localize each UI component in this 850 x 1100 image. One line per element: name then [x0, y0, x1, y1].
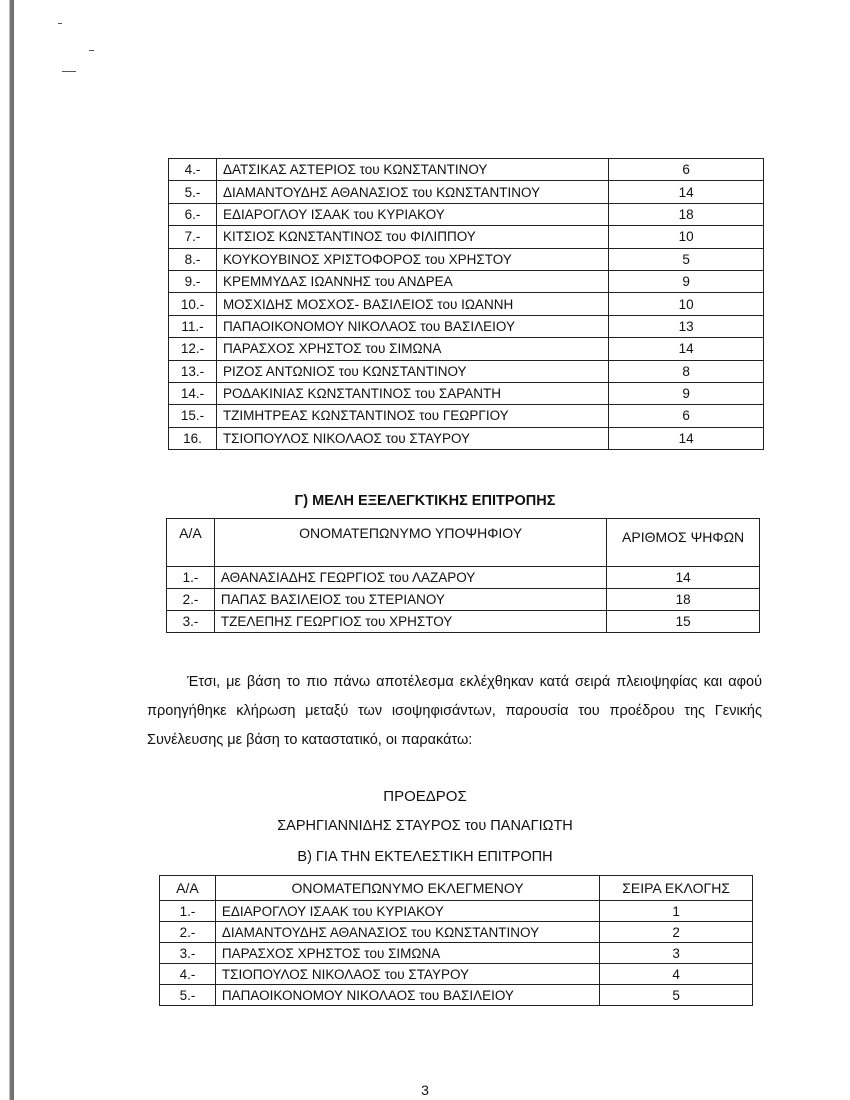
- candidate-name: ΔΙΑΜΑΝΤΟΥΔΗΣ ΑΘΑΝΑΣΙΟΣ του ΚΩΝΣΤΑΝΤΙΝΟΥ: [216, 181, 608, 203]
- table-row: [167, 567, 760, 589]
- row-number: 5.-: [169, 181, 217, 203]
- candidate-name: ΤΖΕΛΕΠΗΣ ΓΕΩΡΓΙΟΣ του ΧΡΗΣΤΟΥ: [214, 611, 606, 633]
- vote-count: 10: [609, 226, 764, 248]
- table-row: [167, 589, 760, 611]
- candidate-name: ΡΙΖΟΣ ΑΝΤΩΝΙΟΣ του ΚΩΝΣΤΑΝΤΙΝΟΥ: [216, 360, 608, 382]
- candidate-name: ΑΘΑΝΑΣΙΑΔΗΣ ΓΕΩΡΓΙΟΣ του ΛΑΖΑΡΟΥ: [214, 567, 606, 589]
- table-row: [169, 270, 764, 292]
- vote-count: 14: [609, 181, 764, 203]
- table-row: [169, 203, 764, 225]
- candidate-name: ΠΑΡΑΣΧΟΣ ΧΡΗΣΤΟΣ του ΣΙΜΩΝΑ: [216, 338, 608, 360]
- candidate-name: ΚΡΕΜΜΥΔΑΣ ΙΩΑΝΝΗΣ του ΑΝΔΡΕΑ: [216, 270, 608, 292]
- candidate-name: ΤΣΙΟΠΟΥΛΟΣ ΝΙΚΟΛΑΟΣ του ΣΤΑΥΡΟΥ: [216, 427, 608, 449]
- vote-count: 14: [609, 427, 764, 449]
- row-number: 3.-: [160, 943, 216, 964]
- vote-count: 8: [609, 360, 764, 382]
- control-committee-heading: Γ) ΜΕΛΗ ΕΞΕΛΕΓΚΤΙΚΗΣ ΕΠΙΤΡΟΠΗΣ: [294, 493, 556, 509]
- vote-count: 14: [609, 338, 764, 360]
- row-number: 1.-: [167, 567, 215, 589]
- election-order: 4: [600, 964, 753, 985]
- column-header-order: ΣΕΙΡΑ ΕΚΛΟΓΗΣ: [600, 876, 753, 901]
- table-row: [160, 964, 753, 985]
- row-number: 5.-: [160, 985, 216, 1006]
- table-row: [160, 922, 753, 943]
- member-name: ΤΣΙΟΠΟΥΛΟΣ ΝΙΚΟΛΑΟΣ του ΣΤΑΥΡΟΥ: [215, 964, 599, 985]
- row-number: 9.-: [169, 270, 217, 292]
- vote-count: 15: [607, 611, 760, 633]
- election-paragraph: [147, 668, 762, 755]
- president-name: ΣΑΡΗΓΙΑΝΝΙΔΗΣ ΣΤΑΥΡΟΣ του ΠΑΝΑΓΙΩΤΗ: [277, 818, 573, 834]
- control-committee-table: [166, 518, 760, 633]
- candidate-name: ΤΖΙΜΗΤΡΕΑΣ ΚΩΝΣΤΑΝΤΙΝΟΣ του ΓΕΩΡΓΙΟΥ: [216, 405, 608, 427]
- row-number: 16.: [169, 427, 217, 449]
- member-name: ΠΑΡΑΣΧΟΣ ΧΡΗΣΤΟΣ του ΣΙΜΩΝΑ: [215, 943, 599, 964]
- member-name: ΠΑΠΑΟΙΚΟΝΟΜΟΥ ΝΙΚΟΛΑΟΣ του ΒΑΣΙΛΕΙΟΥ: [215, 985, 599, 1006]
- row-number: 2.-: [167, 589, 215, 611]
- vote-count: 18: [607, 589, 760, 611]
- table-row: [169, 248, 764, 270]
- table-row: [160, 985, 753, 1006]
- vote-count: 18: [609, 203, 764, 225]
- scan-speck: [58, 23, 62, 24]
- scan-speck: [62, 71, 76, 72]
- column-header-number: Α/Α: [160, 876, 216, 901]
- row-number: 1.-: [160, 901, 216, 922]
- vote-count: 6: [609, 405, 764, 427]
- executive-committee-heading: Β) ΓΙΑ ΤΗΝ ΕΚΤΕΛΕΣΤΙΚΗ ΕΠΙΤΡΟΠΗ: [297, 849, 553, 865]
- vote-count: 9: [609, 382, 764, 404]
- candidate-name: ΡΟΔΑΚΙΝΙΑΣ ΚΩΝΣΤΑΝΤΙΝΟΣ του ΣΑΡΑΝΤΗ: [216, 382, 608, 404]
- row-number: 7.-: [169, 226, 217, 248]
- candidate-name: ΠΑΠΑΟΙΚΟΝΟΜΟΥ ΝΙΚΟΛΑΟΣ του ΒΑΣΙΛΕΙΟΥ: [216, 315, 608, 337]
- table-row: [169, 382, 764, 404]
- president-heading: ΠΡΟΕΔΡΟΣ: [383, 788, 467, 805]
- row-number: 2.-: [160, 922, 216, 943]
- vote-count: 5: [609, 248, 764, 270]
- table-row: [169, 181, 764, 203]
- scan-edge: [0, 0, 14, 1100]
- candidate-name: ΕΔΙΑΡΟΓΛΟΥ ΙΣΑΑΚ του ΚΥΡΙΑΚΟΥ: [216, 203, 608, 225]
- row-number: 3.-: [167, 611, 215, 633]
- election-order: 5: [600, 985, 753, 1006]
- election-order: 2: [600, 922, 753, 943]
- row-number: 8.-: [169, 248, 217, 270]
- row-number: 6.-: [169, 203, 217, 225]
- column-header-number: Α/Α: [167, 519, 215, 567]
- column-header-name: ΟΝΟΜΑΤΕΠΩΝΥΜΟ ΕΚΛΕΓΜΕΝΟΥ: [215, 876, 599, 901]
- table-row: [169, 360, 764, 382]
- candidate-name: ΔΑΤΣΙΚΑΣ ΑΣΤΕΡΙΟΣ του ΚΩΝΣΤΑΝΤΙΝΟΥ: [216, 159, 608, 181]
- page-number: 3: [421, 1082, 429, 1098]
- table-row: [169, 427, 764, 449]
- table-row: [167, 611, 760, 633]
- executive-committee-table: [159, 875, 753, 1006]
- table-row: [169, 405, 764, 427]
- row-number: 14.-: [169, 382, 217, 404]
- member-name: ΕΔΙΑΡΟΓΛΟΥ ΙΣΑΑΚ του ΚΥΡΙΑΚΟΥ: [215, 901, 599, 922]
- row-number: 10.-: [169, 293, 217, 315]
- table-row: [169, 338, 764, 360]
- table-row: [169, 293, 764, 315]
- candidate-name: ΚΟΥΚΟΥΒΙΝΟΣ ΧΡΙΣΤΟΦΟΡΟΣ του ΧΡΗΣΤΟΥ: [216, 248, 608, 270]
- vote-count: 14: [607, 567, 760, 589]
- candidate-name: ΜΟΣΧΙΔΗΣ ΜΟΣΧΟΣ- ΒΑΣΙΛΕΙΟΣ του ΙΩΑΝΝΗ: [216, 293, 608, 315]
- row-number: 12.-: [169, 338, 217, 360]
- column-header-votes: ΑΡΙΘΜΟΣ ΨΗΦΩΝ: [607, 519, 760, 567]
- row-number: 15.-: [169, 405, 217, 427]
- member-name: ΔΙΑΜΑΝΤΟΥΔΗΣ ΑΘΑΝΑΣΙΟΣ του ΚΩΝΣΤΑΝΤΙΝΟΥ: [215, 922, 599, 943]
- table-row: [169, 226, 764, 248]
- election-order: 1: [600, 901, 753, 922]
- candidate-name: ΠΑΠΑΣ ΒΑΣΙΛΕΙΟΣ του ΣΤΕΡΙΑΝΟΥ: [214, 589, 606, 611]
- table-header-row: [160, 876, 753, 901]
- row-number: 13.-: [169, 360, 217, 382]
- row-number: 11.-: [169, 315, 217, 337]
- results-table: [168, 158, 764, 450]
- table-row: [169, 315, 764, 337]
- vote-count: 13: [609, 315, 764, 337]
- table-row: [160, 943, 753, 964]
- table-row: [160, 901, 753, 922]
- table-row: [169, 159, 764, 181]
- paragraph-text: Έτσι, με βάση το πιο πάνω αποτέλεσμα εκλέχθηκαν κατά σειρά πλειοψηφίας και αφού προηγήθηκε κλήρωση μεταξύ των ισοψηφισάντων, παρουσία του προέδρου της Γενικής Συνέλευσης με βάση το καταστατικό, οι παρακάτω:: [147, 674, 762, 748]
- scan-speck: [89, 50, 94, 51]
- vote-count: 10: [609, 293, 764, 315]
- vote-count: 9: [609, 270, 764, 292]
- row-number: 4.-: [160, 964, 216, 985]
- vote-count: 6: [609, 159, 764, 181]
- row-number: 4.-: [169, 159, 217, 181]
- column-header-name: ΟΝΟΜΑΤΕΠΩΝΥΜΟ ΥΠΟΨΗΦΙΟΥ: [214, 519, 606, 567]
- table-header-row: [167, 519, 760, 567]
- candidate-name: ΚΙΤΣΙΟΣ ΚΩΝΣΤΑΝΤΙΝΟΣ του ΦΙΛΙΠΠΟΥ: [216, 226, 608, 248]
- election-order: 3: [600, 943, 753, 964]
